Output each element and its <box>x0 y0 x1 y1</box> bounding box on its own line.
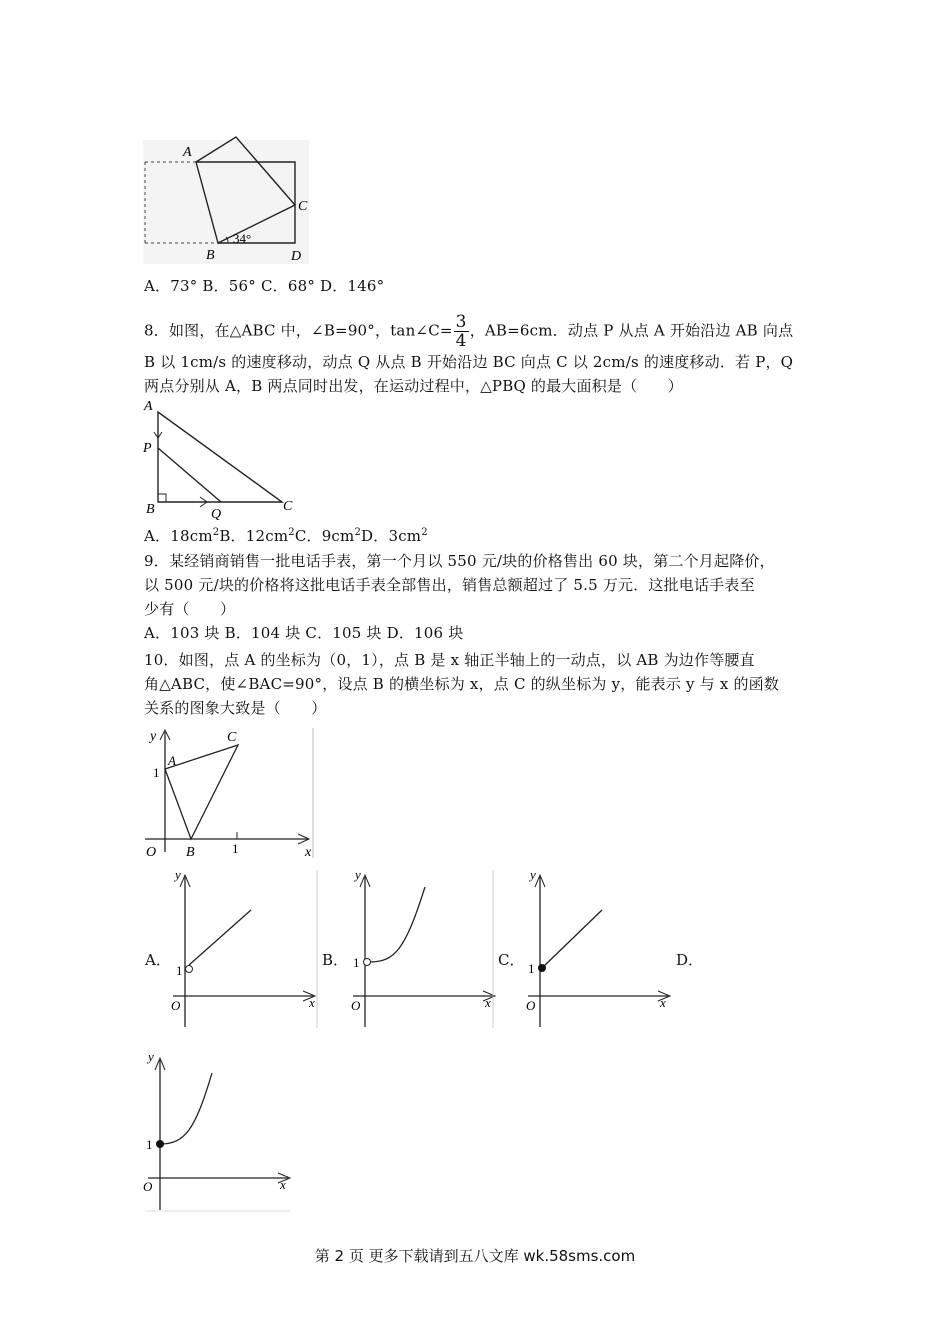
q10-graph-c-one: 1 <box>528 961 535 976</box>
q10-graph-d-o: O <box>143 1179 153 1194</box>
q10-graph-d <box>140 1045 300 1215</box>
q10-line-3: 关系的图象大致是（ ） <box>144 699 327 717</box>
q8-sup-d: 2 <box>421 527 428 538</box>
q8-label-P: P <box>143 441 152 456</box>
q7-label-B: B <box>206 248 215 263</box>
q8-figure <box>140 396 300 524</box>
q8-option-d: D．3cm <box>361 527 422 545</box>
q10-line-1: 10．如图，点 A 的坐标为（0，1），点 B 是 x 轴正半轴上的一动点，以 AB 为边作等腰直 <box>144 651 755 669</box>
q10-graph-b-y: y <box>355 867 361 882</box>
q8-fraction <box>454 313 469 350</box>
q8-sup-a: 2 <box>212 527 220 538</box>
q9-line-3: 少有（ ） <box>144 600 236 618</box>
q8-frac-den: 4 <box>455 331 467 351</box>
q10-graph-c <box>520 865 680 1030</box>
q10-option-d-label: D． <box>676 951 704 969</box>
q10-graph-a-y: y <box>175 867 181 882</box>
q10-label-A: A <box>168 753 176 768</box>
q8-option-b: B．12cm <box>219 527 289 545</box>
q10-label-O: O <box>146 845 157 860</box>
q9-options: A．103 块 B．104 块 C．105 块 D．106 块 <box>144 624 464 642</box>
q10-label-y: y <box>150 729 157 744</box>
q8-text-pre: 8．如图，在△ABC 中，∠B=90°，tan∠C= <box>144 321 453 340</box>
q10-label-C: C <box>227 730 237 745</box>
q10-label-B: B <box>186 845 195 860</box>
q8-label-Q: Q <box>211 507 222 522</box>
q10-graph-b-x: x <box>485 995 491 1010</box>
q10-graph-b-o: O <box>351 998 361 1013</box>
q8-option-c: C．9cm <box>294 527 355 545</box>
page-footer: 第 2 页 更多下载请到五八文库 wk.58sms.com <box>314 1247 636 1265</box>
q10-label-x: x <box>305 845 312 860</box>
q9-line-1: 9．某经销商销售一批电话手表，第一个月以 550 元/块的价格售出 60 块，第二个月起降价， <box>144 552 775 570</box>
q7-figure <box>140 130 320 265</box>
q8-sup-c: 2 <box>354 527 362 538</box>
q8-options <box>144 526 428 546</box>
q10-graph-b <box>345 865 505 1030</box>
q10-graph-d-one: 1 <box>146 1137 153 1152</box>
q7-label-D: D <box>291 249 302 264</box>
q10-graph-d-y: y <box>148 1049 154 1064</box>
q7-options: A．73° B．56° C．68° D．146° <box>144 277 385 295</box>
q10-graph-a <box>165 865 325 1030</box>
q8-label-C: C <box>283 499 293 514</box>
q10-graph-c-x: x <box>660 995 666 1010</box>
q10-graph-d-x: x <box>280 1177 286 1192</box>
q10-label-1y: 1 <box>153 765 160 780</box>
q7-angle-label: 34° <box>233 231 252 246</box>
q9-line-2: 以 500 元/块的价格将这批电话手表全部售出，销售总额超过了 5.5 万元．这批电话手表至 <box>144 576 755 594</box>
q10-option-c-label: C． <box>498 951 525 969</box>
q10-option-a-label: A． <box>145 951 171 969</box>
q10-graph-c-o: O <box>526 998 536 1013</box>
q8-text-post: ，AB=6cm．动点 P 从点 A 开始沿边 AB 向点 <box>469 321 794 340</box>
q8-line-2: B 以 1cm/s 的速度移动，动点 Q 从点 B 开始沿边 BC 向点 C 以 2cm/s 的速度移动．若 P，Q <box>144 353 794 371</box>
q10-graph-a-x: x <box>309 995 315 1010</box>
q10-figure <box>140 722 320 862</box>
q7-label-C: C <box>298 199 308 214</box>
q8-label-A: A <box>144 399 153 414</box>
q10-graph-a-o: O <box>171 998 181 1013</box>
q8-line-1 <box>144 313 793 350</box>
q7-label-A: A <box>183 145 192 160</box>
q10-line-2: 角△ABC，使∠BAC=90°，设点 B 的横坐标为 x，点 C 的纵坐标为 y，能表示 y 与 x 的函数 <box>144 675 780 693</box>
q10-graph-b-one: 1 <box>353 955 360 970</box>
q10-graph-c-y: y <box>530 867 536 882</box>
q8-option-a: A．18cm <box>144 527 213 545</box>
q10-option-b-label: B． <box>322 951 349 969</box>
q8-line-3: 两点分别从 A，B 两点同时出发，在运动过程中，△PBQ 的最大面积是（ ） <box>144 377 683 395</box>
q8-label-B: B <box>146 502 155 517</box>
q8-frac-num: 3 <box>455 312 467 332</box>
q10-label-1x: 1 <box>232 841 239 856</box>
q8-sup-b: 2 <box>288 527 295 538</box>
q10-graph-a-one: 1 <box>176 963 183 978</box>
